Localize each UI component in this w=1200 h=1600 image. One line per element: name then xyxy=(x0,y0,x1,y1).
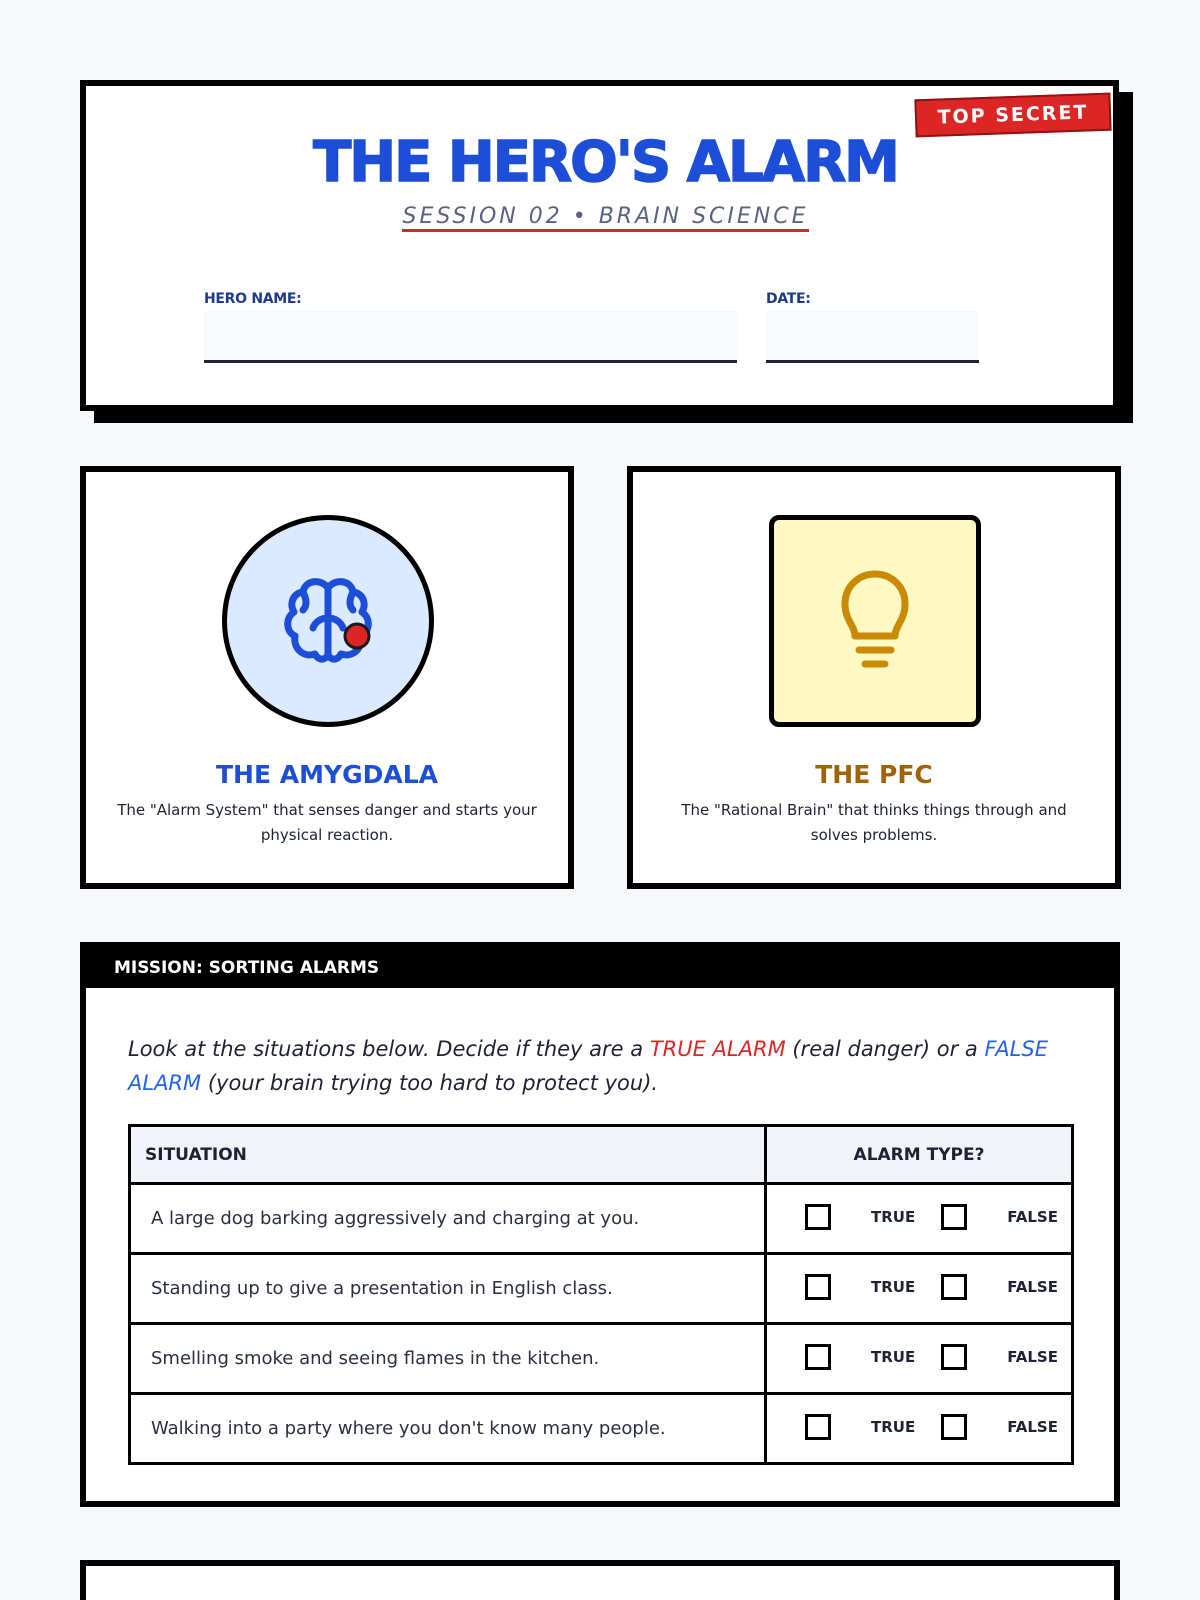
false-checkbox[interactable] xyxy=(941,1414,967,1440)
header-box xyxy=(80,80,1119,411)
mission-section xyxy=(80,942,1120,1507)
situation-text: A large dog barking aggressively and charging at you. xyxy=(130,1184,766,1254)
table-row xyxy=(130,1184,1073,1254)
false-alarm-term: FALSE ALARM xyxy=(128,1037,1048,1095)
instructions-part3: (your brain trying too hard to protect you). xyxy=(201,1071,659,1095)
alarm-choice-cell xyxy=(766,1184,1073,1254)
pfc-title: THE PFC xyxy=(815,760,933,789)
hero-name-label: HERO NAME: xyxy=(204,291,302,307)
table-row xyxy=(130,1394,1073,1464)
brain-icon xyxy=(273,566,383,676)
hero-name-input[interactable] xyxy=(204,311,737,363)
instructions-part2: (real danger) or a xyxy=(785,1037,985,1061)
situation-text: Smelling smoke and seeing flames in the kitchen. xyxy=(130,1324,766,1394)
true-checkbox[interactable] xyxy=(805,1414,831,1440)
pfc-icon-square xyxy=(769,515,981,727)
lightbulb-icon xyxy=(835,566,915,676)
alarm-type-column-header: ALARM TYPE? xyxy=(766,1126,1073,1184)
page-title: THE HERO'S ALARM xyxy=(313,130,898,195)
subtitle xyxy=(86,204,1125,230)
false-label: FALSE xyxy=(1007,1417,1058,1436)
alarm-choice-cell xyxy=(766,1394,1073,1464)
true-checkbox[interactable] xyxy=(805,1204,831,1230)
true-label: TRUE xyxy=(871,1417,916,1436)
false-checkbox[interactable] xyxy=(941,1274,967,1300)
amygdala-icon-circle xyxy=(222,515,434,727)
table-header-row xyxy=(130,1126,1073,1184)
true-label: TRUE xyxy=(871,1347,916,1366)
false-label: FALSE xyxy=(1007,1347,1058,1366)
situation-column-header: SITUATION xyxy=(130,1126,766,1184)
true-choice[interactable] xyxy=(805,1274,941,1300)
amygdala-title: THE AMYGDALA xyxy=(216,760,438,789)
header-card xyxy=(80,80,1119,411)
false-choice[interactable] xyxy=(941,1274,1058,1300)
true-alarm-term: TRUE ALARM xyxy=(649,1037,786,1061)
amygdala-card xyxy=(80,466,574,889)
true-choice[interactable] xyxy=(805,1204,941,1230)
false-choice[interactable] xyxy=(941,1344,1058,1370)
true-choice[interactable] xyxy=(805,1414,941,1440)
instructions-part1: Look at the situations below. Decide if they are a xyxy=(128,1037,650,1061)
true-label: TRUE xyxy=(871,1207,916,1226)
alarm-choice-cell xyxy=(766,1254,1073,1324)
session-subtitle: SESSION 02 • BRAIN SCIENCE xyxy=(402,204,808,232)
table-row xyxy=(130,1254,1073,1324)
true-checkbox[interactable] xyxy=(805,1344,831,1370)
top-secret-stamp: TOP SECRET xyxy=(914,93,1111,138)
true-choice[interactable] xyxy=(805,1344,941,1370)
false-checkbox[interactable] xyxy=(941,1344,967,1370)
date-label: DATE: xyxy=(766,291,811,307)
false-choice[interactable] xyxy=(941,1204,1058,1230)
false-label: FALSE xyxy=(1007,1277,1058,1296)
false-choice[interactable] xyxy=(941,1414,1058,1440)
amygdala-description: The "Alarm System" that senses danger and starts your physical reaction. xyxy=(117,801,537,844)
date-input[interactable] xyxy=(766,311,979,363)
alarm-choice-cell xyxy=(766,1324,1073,1394)
mission-instructions xyxy=(128,1032,1088,1100)
true-label: TRUE xyxy=(871,1277,916,1296)
mission-header: MISSION: SORTING ALARMS xyxy=(86,948,1114,988)
situation-text: Walking into a party where you don't know many people. xyxy=(130,1394,766,1464)
next-section-card xyxy=(80,1560,1120,1600)
situation-text: Standing up to give a presentation in English class. xyxy=(130,1254,766,1324)
alarm-table xyxy=(128,1124,1074,1465)
true-checkbox[interactable] xyxy=(805,1274,831,1300)
pfc-description: The "Rational Brain" that thinks things through and solves problems. xyxy=(681,801,1067,844)
false-label: FALSE xyxy=(1007,1207,1058,1226)
table-row xyxy=(130,1324,1073,1394)
pfc-card xyxy=(627,466,1121,889)
false-checkbox[interactable] xyxy=(941,1204,967,1230)
